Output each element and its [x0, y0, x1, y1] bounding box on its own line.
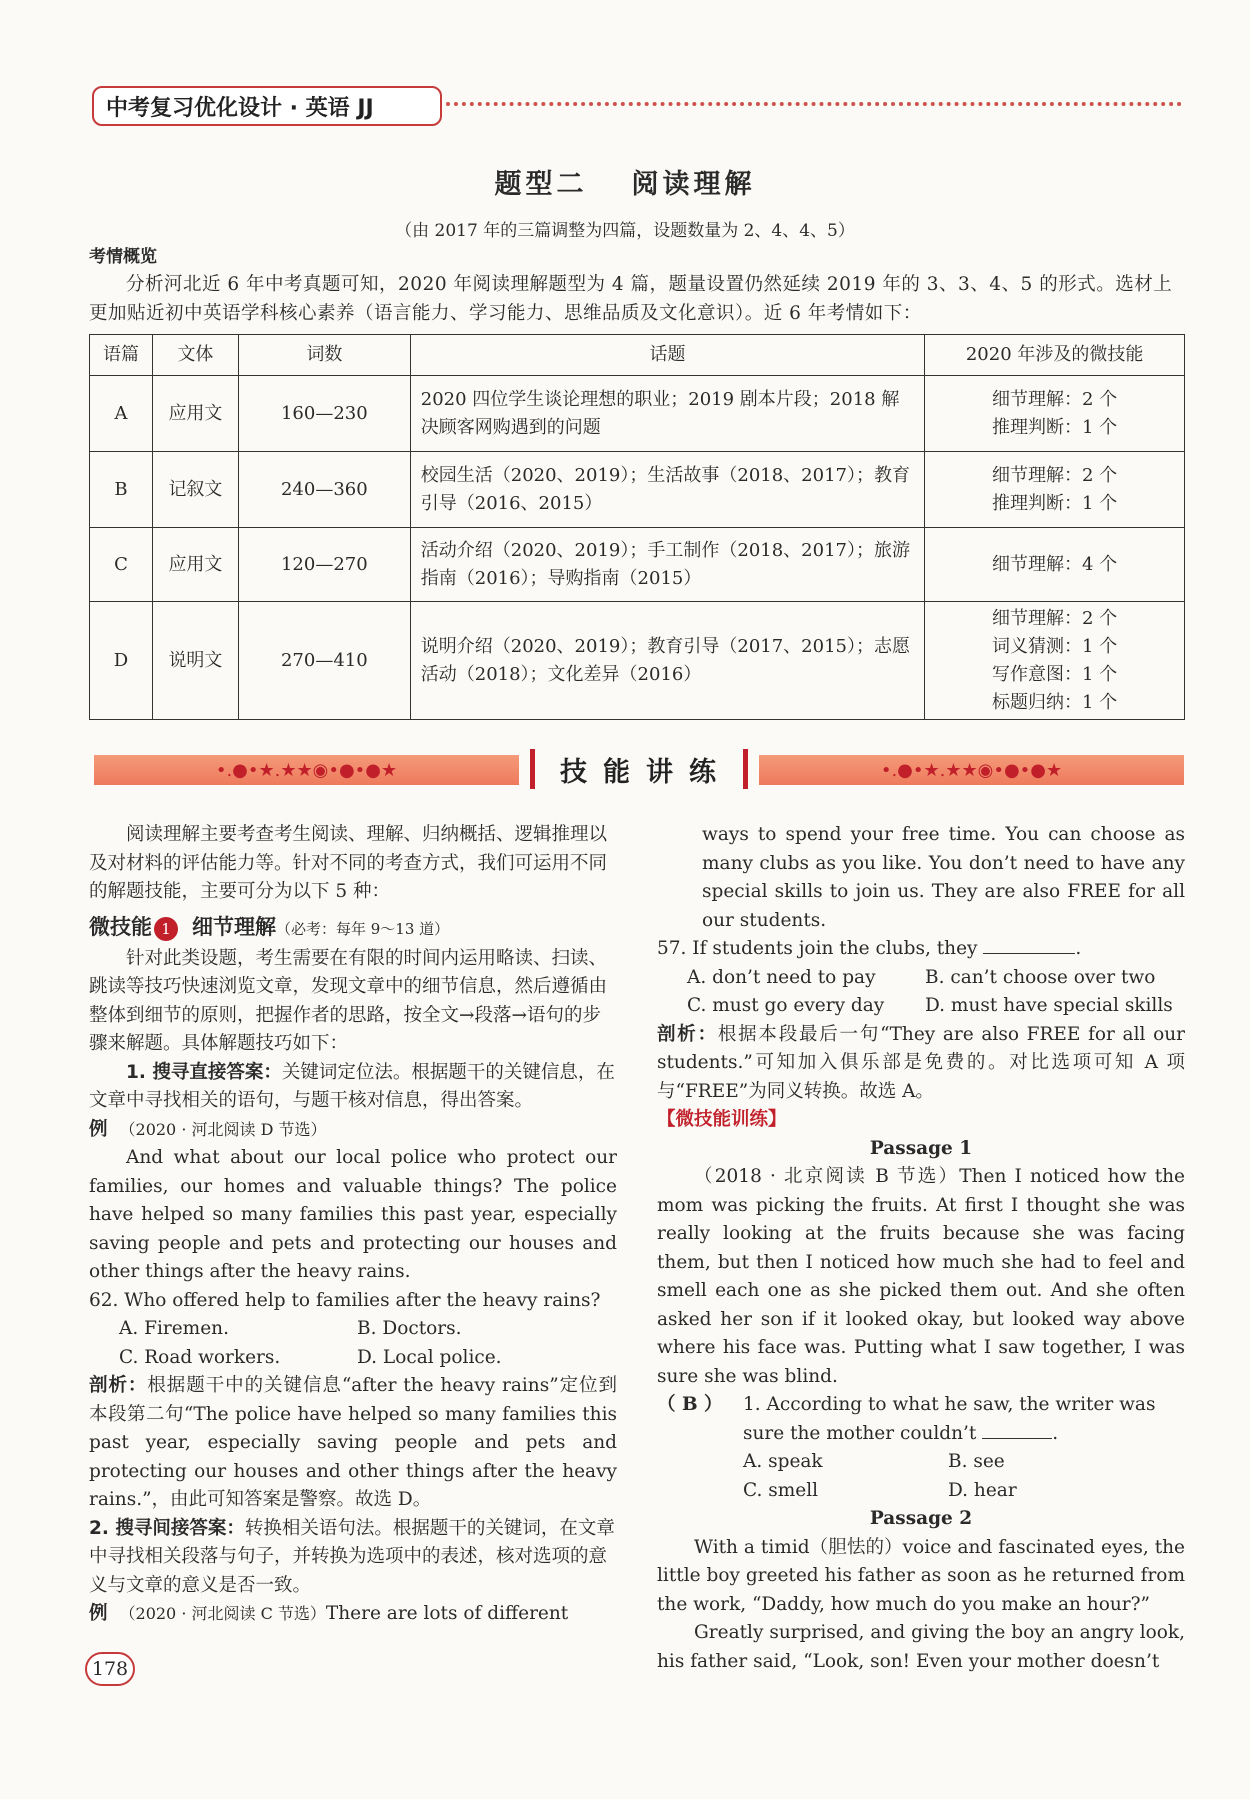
- q62-option: C. Road workers.: [119, 1346, 281, 1368]
- q1-answer: （ B ）: [657, 1394, 723, 1415]
- table-row: [90, 528, 1185, 602]
- q62-option: A. Firemen.: [119, 1318, 229, 1339]
- tip2-text: 转换相关语句法。根据题干的关键词，在文章中寻找相关段落与句子，并转换为选项中的表述，核对选项的意义与文章的意义是否一致。: [89, 1517, 615, 1596]
- table-cell: 记叙文: [152, 452, 238, 528]
- analysis1: [89, 1372, 617, 1515]
- book-header: [92, 86, 442, 126]
- table-header: 话题: [410, 335, 924, 376]
- q1-options-row2: [657, 1477, 1185, 1506]
- section-subtitle: （由 2017 年的三篇调整为四篇，设题数量为 2、4、4、5）: [395, 221, 855, 241]
- q57-options-row1: [657, 964, 1185, 993]
- answer-blank: [983, 935, 1075, 954]
- passage2-para1: With a timid（胆怯的）voice and fascinated eyes, the little boy greeted his father as soon as he returned from the work, “Daddy, how much do you make an hour?”: [657, 1536, 1185, 1615]
- right-column: [657, 821, 1185, 1676]
- section-title: [0, 162, 1250, 201]
- tip1-text: 关键词定位法。根据题干的关键信息，在文章中寻找相关的语句，与题干核对信息，得出答案。: [89, 1061, 615, 1111]
- q1-stem: 1. According to what he saw, the writer was sure the mother couldn’t: [743, 1394, 1156, 1444]
- skill-note: （必考：每年 9～13 道）: [276, 919, 450, 938]
- analysis1-text: 根据题干中的关键信息“after the heavy rains”定位到本段第二句“The police have helped so many families this past year, especially saving people and pets and protecting our houses and other things after the heavy rains.”，由此可知答案是警察。故选 D。: [89, 1375, 617, 1510]
- overview-text: 分析河北近 6 年中考真题可知，2020 年阅读理解题型为 4 篇，题量设置仍然延续 2019 年的 3、3、4、5 的形式。选材上更加贴近初中英语学科核心素养（语言能力、学习能力、思维品质及文化意识）。近 6 年考情如下：: [89, 274, 1173, 324]
- q1-option: C. smell: [743, 1479, 819, 1501]
- skill-item: 推理判断：1 个: [992, 416, 1118, 438]
- q62-option: B. Doctors.: [357, 1318, 462, 1339]
- table-cell: 应用文: [152, 376, 238, 452]
- example1-text: And what about our local police who protect our families, our homes and valuable things? The police have helped so many families this past year, especially saving people and pets and protecting our houses and other things after the heavy rains.: [89, 1147, 617, 1282]
- training-label: 【微技能训练】: [657, 1109, 787, 1130]
- header-dotted-rule: [446, 102, 1182, 106]
- table-header: 词数: [238, 335, 410, 376]
- q1-option: D. hear: [948, 1479, 1017, 1501]
- skill-item: 标题归纳：1 个: [992, 691, 1118, 713]
- exam-overview-table: [89, 334, 1185, 720]
- skill-item: 写作意图：1 个: [992, 663, 1118, 685]
- table-cell: [925, 452, 1185, 528]
- skill-item: 词义猜测：1 个: [992, 635, 1118, 657]
- overview-label: 考情概览: [89, 247, 157, 267]
- skills-banner: [94, 751, 1184, 787]
- example2-source-text: （2020 · 河北阅读 C 节选）: [119, 1604, 326, 1623]
- q1-option: A. speak: [743, 1451, 823, 1472]
- left-column: [89, 821, 617, 1629]
- table-cell: 说明介绍（2020、2019）；教育引导（2017、2015）；志愿活动（2018）；文化差异（2016）: [410, 602, 924, 720]
- intro-text: 阅读理解主要考查考生阅读、理解、归纳概括、逻辑推理以及对材料的评估能力等。针对不同的考查方式，我们可运用不同的解题技能，主要可分为以下 5 种：: [89, 824, 608, 902]
- tip1-title: 1. 搜寻直接答案：: [126, 1061, 282, 1083]
- answer-blank: [982, 1420, 1052, 1439]
- table-cell: 2020 四位学生谈论理想的职业；2019 剧本片段；2018 解决顾客网购遇到的问题: [410, 376, 924, 452]
- section-title-type: 题型二: [494, 169, 588, 200]
- analysis-label: 剖析：: [657, 1023, 718, 1045]
- banner-title: 技能讲练: [530, 749, 748, 789]
- skill-description: 针对此类设题，考生需要在有限的时间内运用略读、扫读、跳读等技巧快速浏览文章，发现文章中的细节信息，然后遵循由整体到细节的原则，把握作者的思路，按全文→段落→语句的步骤来解题。具体解题技巧如下：: [89, 947, 608, 1054]
- skill-name: 细节理解: [192, 914, 276, 939]
- table-header-row: [90, 335, 1185, 376]
- q57-option: A. don’t need to pay: [687, 966, 876, 988]
- table-cell: [925, 602, 1185, 720]
- example1-source: [89, 1116, 617, 1145]
- section-title-name: 阅读理解: [631, 169, 756, 200]
- skill-item: 细节理解：2 个: [992, 388, 1118, 410]
- question-1: [657, 1391, 1185, 1448]
- table-header: 2020 年涉及的微技能: [925, 335, 1185, 376]
- table-cell: B: [90, 452, 153, 528]
- passage2-title: Passage 2: [869, 1508, 973, 1529]
- q62-options-row1: [89, 1315, 617, 1344]
- skill-label: 微技能: [89, 914, 152, 939]
- banner-dots-right: •.●•★.★★◉•●•●★: [880, 759, 1063, 781]
- book-header-title: 中考复习优化设计 · 英语 JJ: [106, 95, 374, 121]
- passage2-para2: Greatly surprised, and giving the boy an angry look, his father said, “Look, son! Even your mother doesn’t: [657, 1622, 1185, 1672]
- example2-continuation: ways to spend your free time. You can choose as many clubs as you like. You don’t need to have any special skills to join us. They are also FREE for all our students.: [702, 824, 1185, 931]
- example2-source: [89, 1600, 617, 1629]
- passage1-text: （2018 · 北京阅读 B 节选）Then I noticed how the mom was picking the fruits. At first I thought she was really looking at the fruits because she was facing them, but then I noticed how much she had to feel and smell each one as she picked them out. And she often asked her son if it looked okay, but looked way above where his face was. Putting what I saw together, I was sure she was blind.: [657, 1166, 1185, 1387]
- tip2-title: 2. 搜寻间接答案：: [89, 1517, 245, 1539]
- q57-option: D. must have special skills: [925, 995, 1173, 1016]
- analysis-label: 剖析：: [89, 1375, 148, 1396]
- q57-option: B. can’t choose over two: [925, 966, 1156, 988]
- skill-item: 细节理解：4 个: [992, 553, 1118, 575]
- table-cell: 270—410: [238, 602, 410, 720]
- tip2: [89, 1515, 617, 1601]
- skill-item: 细节理解：2 个: [992, 464, 1118, 486]
- q57-option: C. must go every day: [687, 995, 885, 1016]
- skill-heading: [89, 911, 617, 945]
- question-62: 62. Who offered help to families after the heavy rains?: [89, 1289, 601, 1311]
- tip1: [89, 1059, 617, 1116]
- table-row: [90, 452, 1185, 528]
- example-label: 例: [89, 1118, 108, 1140]
- skill-number-badge: 1: [154, 917, 178, 941]
- analysis2-text: 根据本段最后一句“They are also FREE for all our students.”可知加入俱乐部是免费的。对比选项可知 A 项与“FREE”为同义转换。故选 A。: [657, 1023, 1185, 1102]
- passage1-title: Passage 1: [869, 1137, 973, 1159]
- analysis2: [657, 1021, 1185, 1107]
- example-label: 例: [89, 1603, 108, 1624]
- overview: [89, 244, 1185, 328]
- table-cell: 120—270: [238, 528, 410, 602]
- q1-text: [743, 1391, 1185, 1448]
- q1-option: B. see: [948, 1451, 1005, 1472]
- table-cell: 应用文: [152, 528, 238, 602]
- q57-end: .: [1075, 938, 1082, 959]
- banner-bar-right: [759, 755, 1184, 785]
- table-header: 语篇: [90, 335, 153, 376]
- table-cell: 活动介绍（2020、2019）；手工制作（2018、2017）；旅游指南（2016）；导购指南（2015）: [410, 528, 924, 602]
- banner-bar-left: [94, 755, 519, 785]
- page-number: 178: [85, 1652, 135, 1686]
- table-cell: C: [90, 528, 153, 602]
- skill-item: 推理判断：1 个: [992, 492, 1118, 514]
- question-57: [657, 935, 1185, 964]
- table-header: 文体: [152, 335, 238, 376]
- q57-text: 57. If students join the clubs, they: [657, 938, 978, 959]
- table-cell: 说明文: [152, 602, 238, 720]
- example1-source-text: （2020 · 河北阅读 D 节选）: [119, 1119, 327, 1139]
- example2-text: There are lots of different: [325, 1603, 569, 1624]
- table-cell: D: [90, 602, 153, 720]
- q57-options-row2: [657, 992, 1185, 1021]
- table-cell: [925, 376, 1185, 452]
- table-row: [90, 602, 1185, 720]
- table-cell: 校园生活（2020、2019）；生活故事（2018、2017）；教育引导（2016、2015）: [410, 452, 924, 528]
- banner-dots-left: •.●•★.★★◉•●•●★: [215, 759, 398, 781]
- table-cell: [925, 528, 1185, 602]
- table-cell: A: [90, 376, 153, 452]
- table-row: [90, 376, 1185, 452]
- table-cell: 160—230: [238, 376, 410, 452]
- table-cell: 240—360: [238, 452, 410, 528]
- q62-option: D. Local police.: [357, 1346, 502, 1368]
- q62-options-row2: [89, 1344, 617, 1373]
- q1-options-row1: [657, 1448, 1185, 1477]
- skill-item: 细节理解：2 个: [992, 607, 1118, 629]
- q1-end: .: [1052, 1422, 1059, 1444]
